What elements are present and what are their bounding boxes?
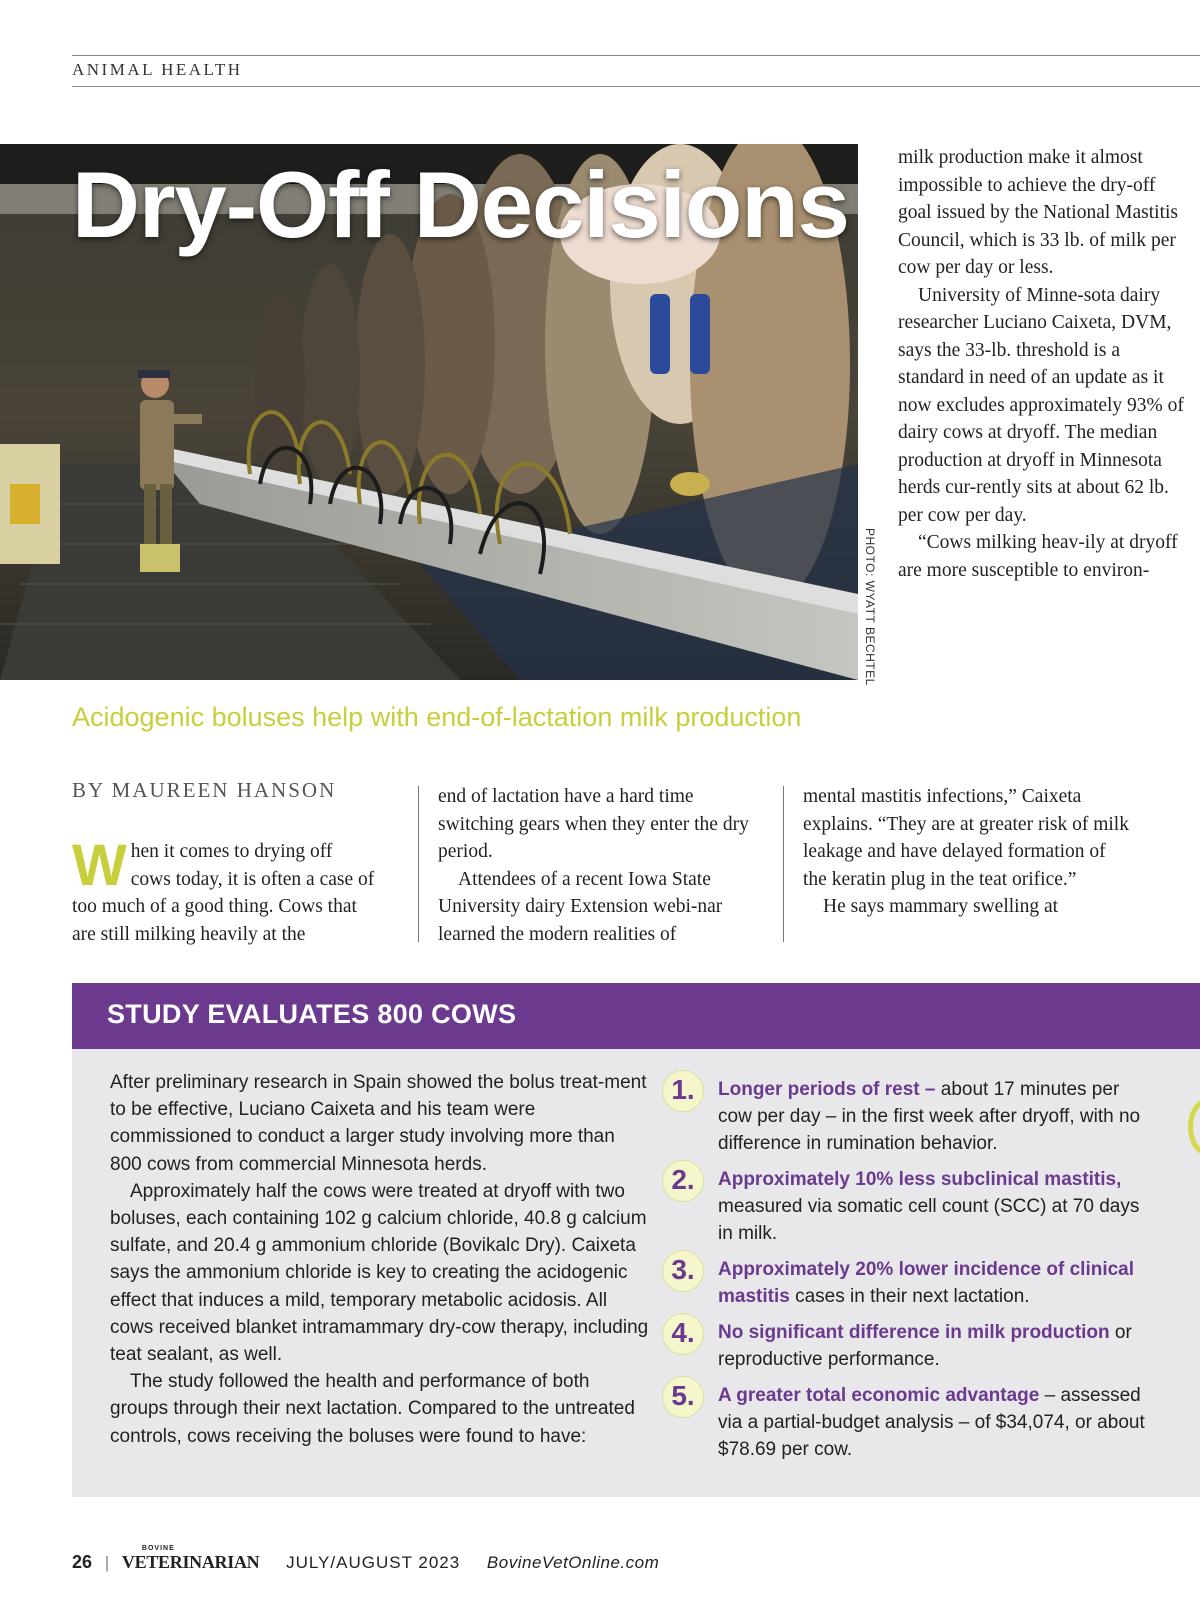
- drop-cap: W: [72, 833, 127, 898]
- number-badge: 1.: [662, 1070, 704, 1112]
- footer-separator: |: [104, 1553, 110, 1572]
- paragraph: The study followed the health and performance of both groups through their next lactation. Compared to the untreated controls, cows receiving the boluses were found to have:: [110, 1371, 635, 1447]
- sidebar-body: [110, 1069, 650, 1450]
- paragraph: hen it comes to drying off cows today, it is often a case of too much of a good thing. Cows that are still milking heavily at the: [72, 841, 375, 945]
- paragraph: Attendees of a recent Iowa State University dairy Extension webi-nar learned the modern realities of: [438, 868, 723, 945]
- sidebar-title: STUDY EVALUATES 800 COWS: [107, 999, 517, 1029]
- page-footer: [72, 1545, 660, 1573]
- finding-text: A greater total economic advantage – assessed via a partial-budget analysis – of $34,074, or about $78.69 per cow.: [718, 1385, 1145, 1461]
- finding-text: No significant difference in milk production or reproductive performance.: [718, 1322, 1132, 1371]
- header-rule-top: [72, 55, 1200, 56]
- number-badge: 3.: [662, 1250, 704, 1292]
- paragraph: “Cows milking heav-ily at dryoff are more susceptible to environ-: [898, 532, 1178, 581]
- page-number: 26: [72, 1552, 93, 1572]
- number-badge: 4.: [662, 1313, 704, 1355]
- magazine-logo: BOVINE VETERINARIAN: [121, 1545, 260, 1572]
- paragraph: end of lactation have a hard time switching gears when they enter the dry period.: [438, 786, 749, 862]
- paragraph: After preliminary research in Spain showed the bolus treat-ment to be effective, Luciano Caixeta and his team were commissioned to conduct a larger study involving more than 800 cows from commercial Minnesota herds.: [110, 1072, 647, 1175]
- finding-text: Approximately 20% lower incidence of clinical mastitis cases in their next lactation.: [718, 1259, 1135, 1308]
- paragraph: University of Minne-sota dairy researcher Luciano Caixeta, DVM, says the 33-lb. threshold is a standard in need of an update as it now excludes approximately 93% of dairy cows at dryoff. The median production at dryoff in Minnesota herds cur-rently sits at about 62 lb. per cow per day.: [898, 284, 1184, 526]
- paragraph: He says mammary swelling at: [823, 896, 1059, 917]
- article-column-3: [803, 783, 1133, 921]
- section-label: ANIMAL HEALTH: [72, 60, 243, 79]
- byline: BY MAUREEN HANSON: [72, 778, 337, 802]
- column-divider: [783, 786, 784, 942]
- finding-text: Longer periods of rest – about 17 minutes per cow per day – in the first week after dryoff, with no difference in rumination behavior.: [718, 1079, 1141, 1155]
- deck-subtitle: Acidogenic boluses help with end-of-lactation milk production: [72, 702, 802, 732]
- paragraph: milk production make it almost impossible to achieve the dry-off goal issued by the National Mastitis Council, which is 33 lb. of milk per cow per day or less.: [898, 147, 1179, 278]
- issue-date: JULY/AUGUST 2023: [286, 1553, 461, 1572]
- headline: Dry-Off Decisions: [72, 152, 849, 257]
- sidebar-box: [72, 983, 1200, 1497]
- article-column-1: [72, 833, 377, 948]
- number-badge: 5.: [662, 1376, 704, 1418]
- finding-text: Approximately 10% less subclinical mastitis, measured via somatic cell count (SCC) at 70 days in milk.: [718, 1169, 1140, 1245]
- website-link[interactable]: BovineVetOnline.com: [486, 1553, 660, 1572]
- column-divider: [418, 786, 419, 942]
- photo-credit: PHOTO: WYATT BECHTEL: [863, 528, 877, 686]
- paragraph: mental mastitis infections,” Caixeta explains. “They are at greater risk of milk leakage and have delayed formation of the keratin plug in the teat orifice.”: [803, 786, 1129, 890]
- number-badge: 2.: [662, 1160, 704, 1202]
- article-column-2: [438, 783, 768, 948]
- header-rule-bottom: [72, 86, 1200, 87]
- paragraph: Approximately half the cows were treated at dryoff with two boluses, each containing 102 g calcium chloride, 40.8 g calcium sulfate, and 20.4 g ammonium chloride (Bovikalc Dry). Caixeta says the ammonium chloride is key to creating the acidogenic effect that induces a mild, temporary metabolic acidosis. All cows received blanket intramammary dry-cow therapy, including teat sealant, as well.: [110, 1180, 649, 1366]
- article-column-right-top: [898, 144, 1188, 584]
- sidebar-header: [72, 983, 1200, 1049]
